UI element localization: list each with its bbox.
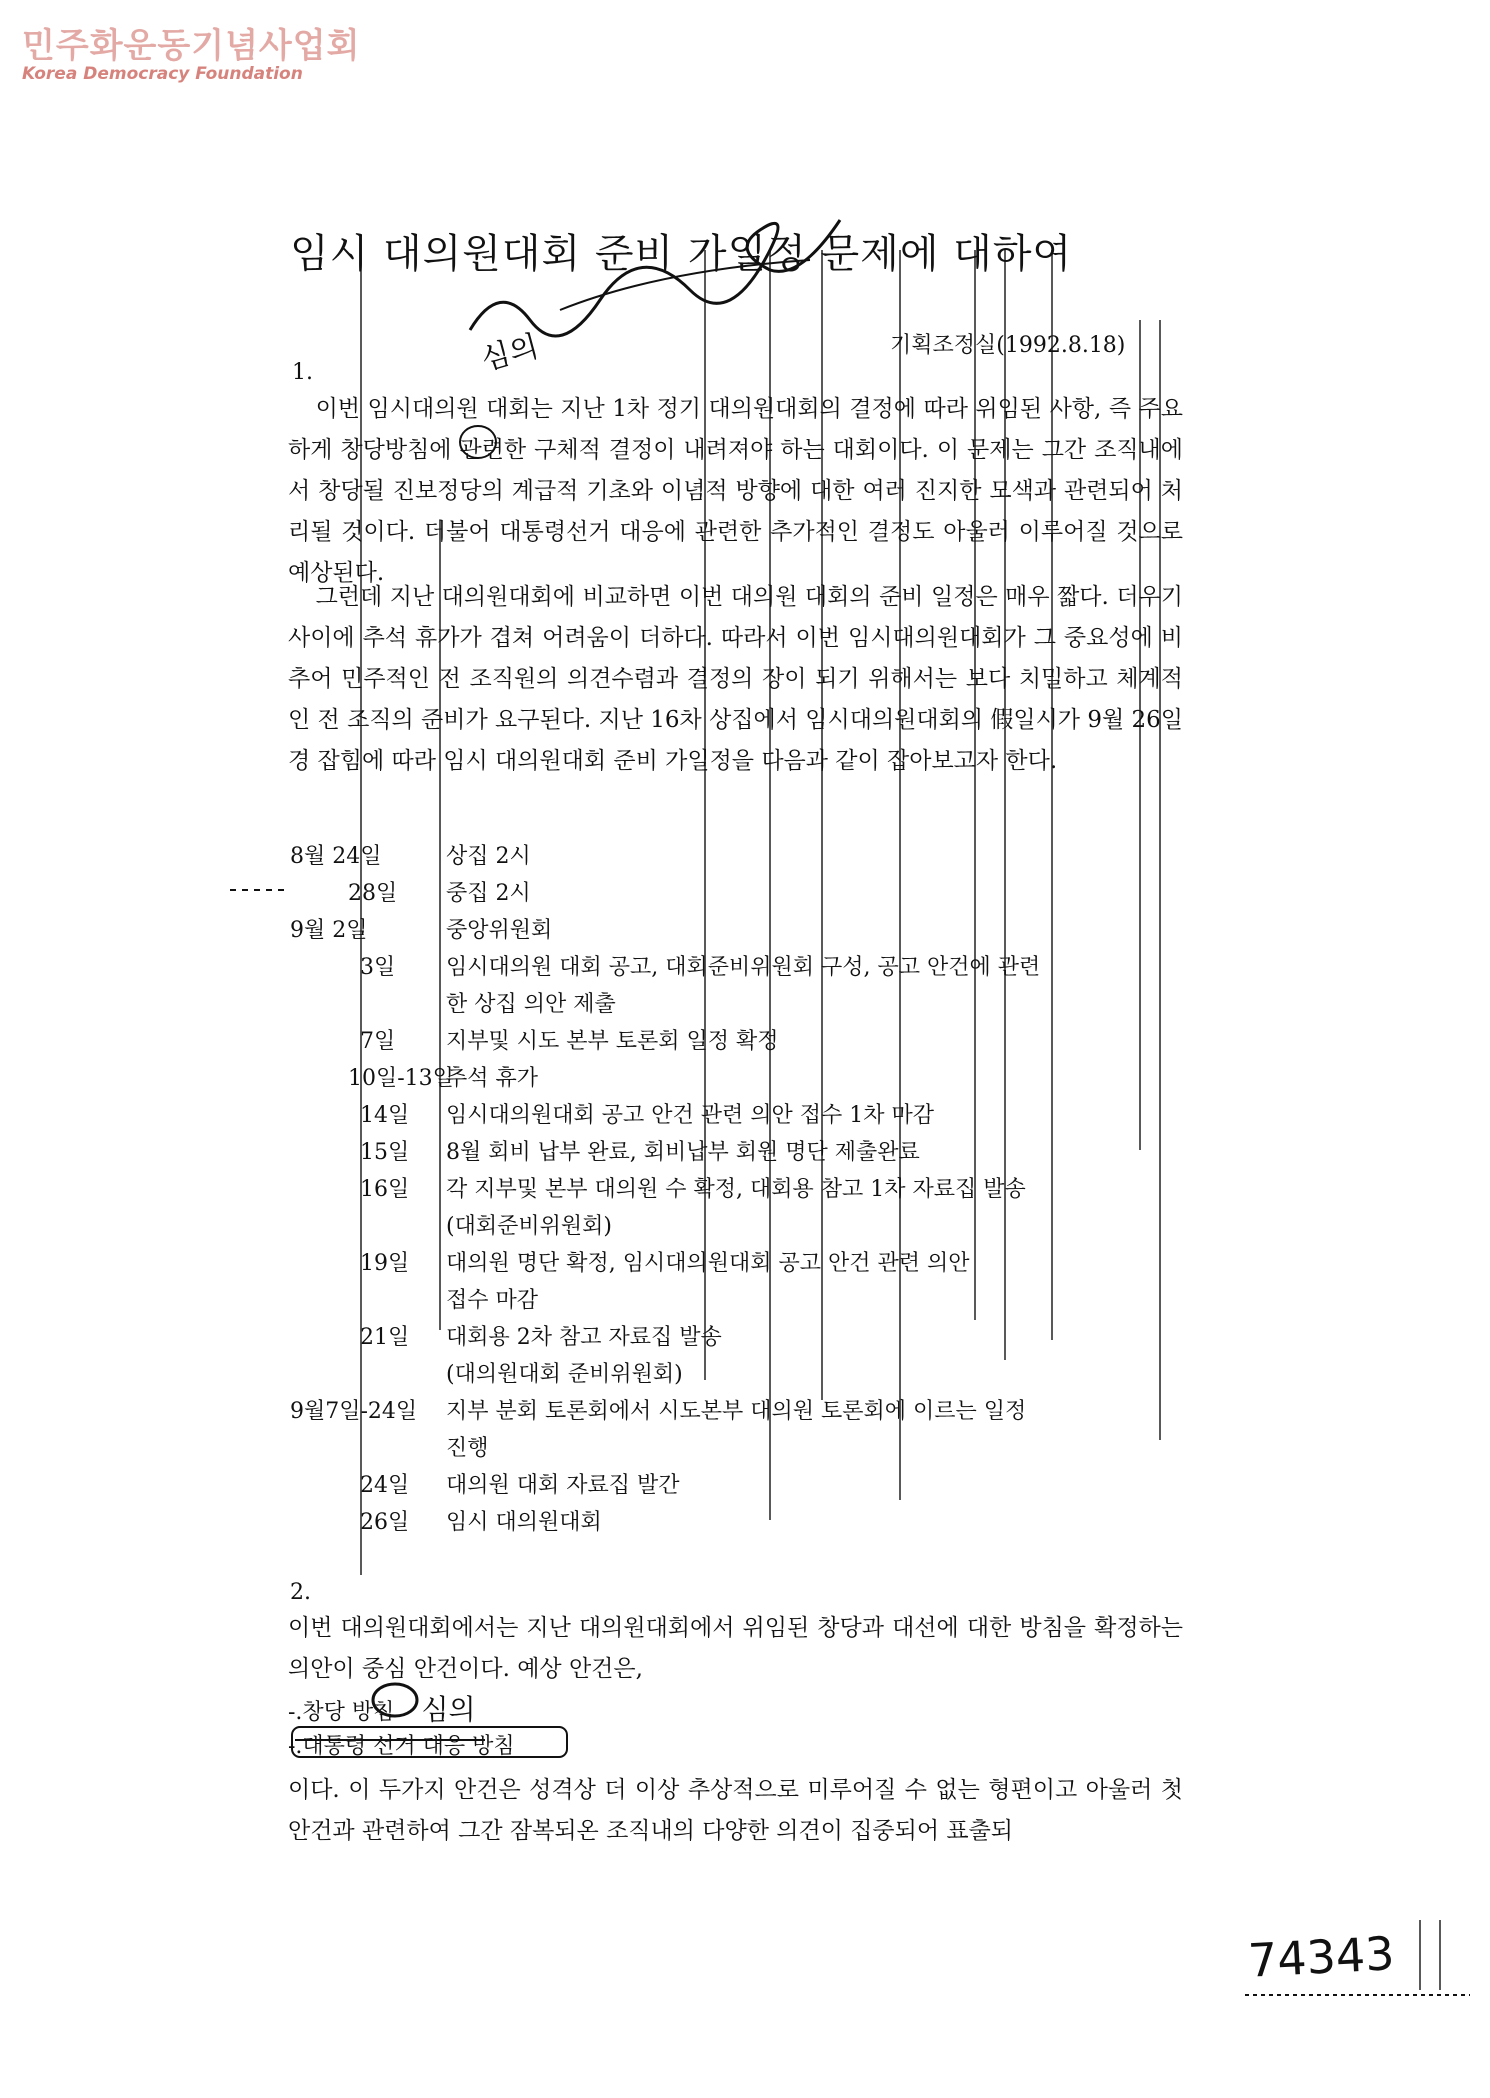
schedule-date: 3일	[360, 955, 396, 980]
schedule-list	[288, 838, 1166, 1541]
schedule-row	[288, 1467, 1166, 1504]
section-1-paragraph-1: 이번 임시대의원 대회는 지난 1차 정기 대의원대회의 결정에 따라 위임된 사항, 즉 주요하게 창당방침에 관련한 구체적 결정이 내려져야 하는 대회이다. 이 문제는 그간 조직내에서 창당될 진보정당의 계급적 기초와 이념적 방향에 대한 여러 진지한 모색과 관련되어 처리될 것이다. 더불어 대통령선거 대응에 관련한 추가적인 결정도 아울러 이루어질 것으로 예상된다.	[288, 396, 1183, 586]
schedule-text: 임시대의원 대회 공고, 대회준비위원회 구성, 공고 안건에 관련	[446, 955, 1041, 980]
schedule-row	[288, 1430, 1166, 1467]
schedule-row	[288, 1208, 1166, 1245]
handwritten-agenda-note: 심의	[421, 1693, 476, 1726]
schedule-row	[288, 1356, 1166, 1393]
schedule-date: 15일	[360, 1140, 410, 1165]
schedule-text: 임시대의원대회 공고 안건 관련 의안 접수 1차 마감	[446, 1103, 934, 1128]
schedule-text: 접수 마감	[446, 1288, 539, 1313]
section-2-intro: 이번 대의원대회에서는 지난 대의원대회에서 위임된 창당과 대선에 대한 방침을 확정하는 의안이 중심 안건이다. 예상 안건은,	[288, 1615, 1183, 1682]
schedule-text: 대회용 2차 참고 자료집 발송	[446, 1325, 722, 1350]
agenda-item-1	[288, 1688, 476, 1728]
schedule-date: 19일	[360, 1251, 410, 1276]
schedule-text: 중앙위원회	[446, 918, 553, 943]
schedule-row	[288, 1504, 1166, 1541]
schedule-row	[288, 949, 1166, 986]
schedule-text: 8월 회비 납부 완료, 회비납부 회원 명단 제출완료	[446, 1140, 920, 1165]
schedule-text: 상집 2시	[446, 844, 531, 869]
schedule-text: 지부및 시도 본부 토론회 일정 확정	[446, 1029, 779, 1054]
schedule-text: 추석 휴가	[446, 1066, 539, 1091]
schedule-row	[288, 1245, 1166, 1282]
schedule-date: 9월7일-24일	[290, 1399, 418, 1424]
schedule-text: 진행	[446, 1436, 489, 1461]
schedule-text: 대의원 명단 확정, 임시대의원대회 공고 안건 관련 의안	[446, 1251, 970, 1276]
section-1-paragraph-2: 그런데 지난 대의원대회에 비교하면 이번 대의원 대회의 준비 일정은 매우 짧다. 더우기 사이에 추석 휴가가 겹쳐 어려움이 더하다. 따라서 이번 임시대의원대회가 그 중요성에 비추어 민주적인 전 조직원의 의견수렴과 결정의 장이 되기 위해서는 보다 치밀하고 체계적인 전 조직의 준비가 요구된다. 지난 16차 상집에서 임시대의원대회의 假일시가 9월 26일 경 잡힘에 따라 임시 대의원대회 준비 가일정을 다음과 같이 잡아보고자 한다.	[288, 584, 1183, 774]
schedule-date: 14일	[360, 1103, 410, 1128]
department-date-line: 기획조정실(1992.8.18)	[890, 333, 1126, 358]
schedule-text: (대의원대회 준비위원회)	[446, 1362, 683, 1387]
schedule-text: 지부 분회 토론회에서 시도본부 대의원 토론회에 이르는 일정	[446, 1399, 1027, 1424]
schedule-row	[288, 1097, 1166, 1134]
schedule-row	[288, 1171, 1166, 1208]
document-title: 임시 대의원대회 준비 가일정 문제에 대하여	[290, 231, 1073, 277]
agenda-item-2: -.대통령 선거 대응 방침	[288, 1734, 515, 1759]
foundation-watermark-english: Korea Democracy Foundation	[22, 64, 303, 84]
schedule-date: 21일	[360, 1325, 410, 1350]
foundation-watermark-korean: 민주화운동기념사업회	[22, 26, 361, 66]
schedule-date: 26일	[360, 1510, 410, 1535]
schedule-text: 한 상집 의안 제출	[446, 992, 616, 1017]
schedule-text: 대의원 대회 자료집 발간	[446, 1473, 680, 1498]
schedule-row	[288, 875, 1166, 912]
section-2-closing: 이다. 이 두가지 안건은 성격상 더 이상 추상적으로 미루어질 수 없는 형편이고 아울러 첫 안건과 관련하여 그간 잠복되온 조직내의 다양한 의견이 집중되어 표출되	[288, 1777, 1183, 1844]
schedule-date: 24일	[360, 1473, 410, 1498]
section-2-number: 2.	[290, 1580, 311, 1605]
schedule-date: 28일	[348, 881, 398, 906]
schedule-row	[288, 1319, 1166, 1356]
schedule-text: 임시 대의원대회	[446, 1510, 602, 1535]
agenda-item-1-text: -.창당 방침	[288, 1700, 395, 1725]
schedule-row	[288, 986, 1166, 1023]
schedule-date: 7일	[360, 1029, 396, 1054]
schedule-row	[288, 1134, 1166, 1171]
schedule-row	[288, 1023, 1166, 1060]
schedule-text: 각 지부및 본부 대의원 수 확정, 대회용 참고 1차 자료집 발송	[446, 1177, 1026, 1202]
schedule-text: (대회준비위원회)	[446, 1214, 612, 1239]
schedule-date: 10일-13일	[348, 1066, 454, 1091]
schedule-date: 8월 24일	[290, 844, 382, 869]
schedule-date: 9월 2일	[290, 918, 368, 943]
schedule-row	[288, 838, 1166, 875]
schedule-row	[288, 1282, 1166, 1319]
schedule-text: 중집 2시	[446, 881, 531, 906]
section-1-number: 1.	[292, 360, 313, 385]
schedule-date: 16일	[360, 1177, 410, 1202]
schedule-row	[288, 1393, 1166, 1430]
schedule-row	[288, 912, 1166, 949]
handwritten-note: 심의	[477, 328, 543, 378]
archive-number: 74343	[1246, 1926, 1396, 1988]
schedule-row	[288, 1060, 1166, 1097]
